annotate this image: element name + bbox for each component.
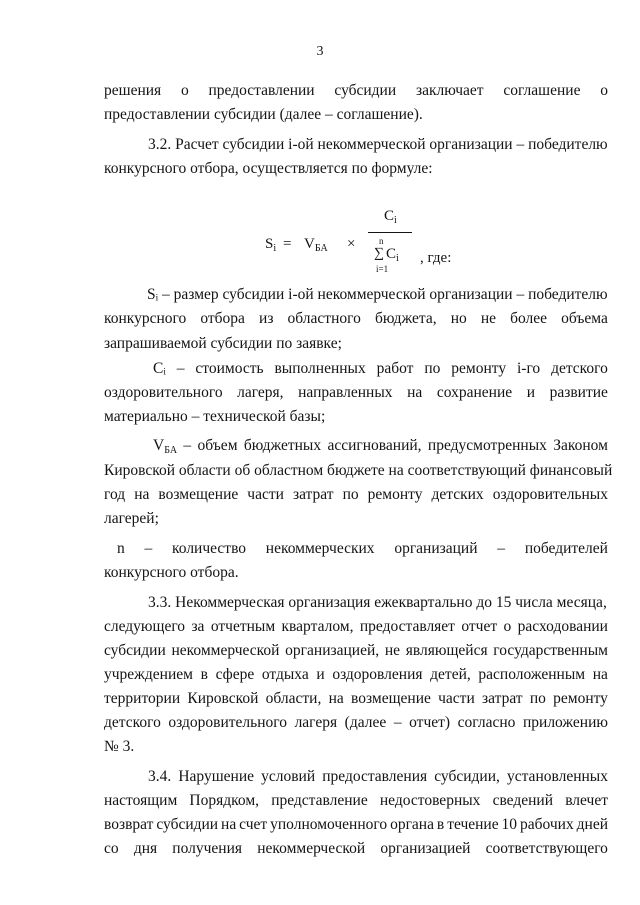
- word: более: [510, 310, 548, 327]
- word: влечет: [565, 792, 608, 809]
- word: возмещение: [351, 690, 431, 707]
- word: недостоверных: [379, 792, 481, 809]
- sum-upper-limit: n: [379, 236, 384, 246]
- word: детского: [104, 714, 161, 731]
- text-line: [148, 768, 608, 786]
- word: являющейся: [405, 642, 488, 659]
- word: стоимость: [195, 360, 264, 377]
- text-line: [104, 486, 608, 504]
- word: сфере: [215, 666, 255, 683]
- text-line: предоставлении субсидии (далее – соглашение).: [104, 106, 423, 123]
- word: согласно: [457, 714, 516, 731]
- word: на: [134, 486, 150, 503]
- text-line: материально – технической базы;: [104, 408, 326, 425]
- text-line: 3.3. Некоммерческая организация ежеквартально до 15 числа месяца,: [148, 594, 607, 611]
- text-line: [104, 618, 608, 636]
- word: настоящим: [104, 792, 178, 809]
- word: кварталом,: [281, 618, 354, 635]
- formula-equals: =: [283, 236, 292, 252]
- word: ремонту: [451, 360, 507, 377]
- text-line: конкурсного отбора.: [104, 564, 239, 581]
- text-line: [104, 310, 608, 328]
- word: субсидии: [156, 816, 219, 833]
- word: детей,: [430, 666, 471, 683]
- word: области,: [265, 690, 322, 707]
- word: затрат: [292, 486, 334, 503]
- page-number: 3: [316, 44, 324, 59]
- word: –: [183, 437, 192, 454]
- text-line: [153, 360, 608, 378]
- word: части: [247, 486, 284, 503]
- word: счет: [239, 816, 268, 833]
- word: не: [480, 310, 497, 327]
- word: получения: [172, 840, 243, 857]
- word: некоммерческой: [171, 642, 280, 659]
- sum-lower-limit: i=1: [376, 264, 389, 274]
- word: решения: [104, 82, 162, 99]
- text-line: [104, 642, 608, 660]
- word: отчет: [461, 618, 498, 635]
- text-line: [117, 540, 608, 558]
- word: предоставления: [322, 768, 428, 785]
- word: предусмотренных: [427, 437, 547, 454]
- word: организаций: [394, 540, 478, 557]
- word: в: [436, 816, 445, 833]
- word: областного: [287, 310, 361, 327]
- word: объема: [561, 310, 608, 327]
- text-line: [104, 714, 608, 732]
- word: (далее: [344, 714, 387, 731]
- word: расходовании: [517, 618, 608, 635]
- word: выполненных: [274, 360, 366, 377]
- word: оздоровительных: [492, 486, 608, 503]
- word: учреждением: [104, 666, 193, 683]
- word: о: [503, 618, 512, 635]
- formula-times: ×: [347, 236, 356, 252]
- word: приложению: [522, 714, 608, 731]
- word: Порядком,: [189, 792, 260, 809]
- word: –: [144, 540, 153, 557]
- word: n: [117, 540, 125, 557]
- word: некоммерческой: [257, 840, 366, 857]
- word: –: [497, 540, 506, 557]
- formula-lhs: $S_i$: [265, 236, 277, 254]
- word: о: [180, 82, 189, 99]
- word: субсидии: [104, 642, 166, 659]
- word: сведений: [492, 792, 554, 809]
- word: Кировской: [187, 690, 259, 707]
- word: лагеря: [294, 714, 338, 731]
- word: заключает: [415, 82, 484, 99]
- word: 10: [501, 816, 518, 833]
- word: территории: [104, 690, 181, 707]
- word: отчет): [409, 714, 451, 731]
- subscript: БА: [164, 445, 178, 456]
- text-line: [153, 437, 608, 456]
- word: направленных: [298, 384, 393, 401]
- word: дней: [576, 816, 608, 833]
- word: предоставлении: [208, 82, 315, 99]
- formula-v: $V_{БА}$: [304, 236, 328, 254]
- word: 3.4.: [148, 768, 172, 785]
- word: субсидии,: [434, 768, 500, 785]
- formula-suffix: , где:: [420, 250, 452, 266]
- word: организацией,: [285, 642, 380, 659]
- word: бюджетных: [243, 437, 322, 454]
- text-line: Sᵢ – размер субсидии i-ой некоммерческой организации – победителю: [147, 286, 608, 303]
- word: со: [104, 840, 119, 857]
- text-line: [104, 384, 608, 402]
- word: детских: [431, 486, 484, 503]
- word: субсидии: [334, 82, 397, 99]
- word: установленных: [506, 768, 608, 785]
- word: работ: [376, 360, 414, 377]
- word: лагеря,: [237, 384, 284, 401]
- word: ремонту: [553, 690, 608, 707]
- word: возмещение: [158, 486, 239, 503]
- word: не: [384, 642, 401, 659]
- word: победителей: [524, 540, 608, 557]
- word: из: [259, 310, 274, 327]
- word: расположенным: [478, 666, 586, 683]
- word: ремонту: [367, 486, 423, 503]
- word: затрат: [482, 690, 523, 707]
- word: и: [526, 384, 536, 401]
- word: на: [592, 666, 608, 683]
- word: $V_{БА}$: [153, 437, 178, 456]
- word: государственным: [493, 642, 608, 659]
- word: части: [438, 690, 475, 707]
- text-line: [104, 82, 608, 100]
- word: сохранение: [436, 384, 513, 401]
- word: отдыха: [261, 666, 309, 683]
- word: бюджета,: [374, 310, 437, 327]
- word: следующего: [104, 618, 186, 635]
- word: ассигнований,: [327, 437, 422, 454]
- word: соглашение: [503, 82, 581, 99]
- word: оздоровительного: [168, 714, 287, 731]
- word: о: [600, 82, 608, 99]
- text-line: [104, 792, 608, 810]
- word: Cᵢ: [153, 360, 166, 377]
- word: по: [424, 360, 441, 377]
- word: конкурсного: [104, 310, 187, 327]
- word: оздоровительного: [104, 384, 223, 401]
- text-line: [104, 816, 608, 834]
- word: отбора: [200, 310, 245, 327]
- word: но: [450, 310, 467, 327]
- word: на: [407, 384, 423, 401]
- word: объем: [197, 437, 238, 454]
- word: рабочих: [519, 816, 574, 833]
- word: на: [221, 816, 237, 833]
- text-line: лагерей;: [104, 510, 159, 527]
- word: по: [342, 486, 359, 503]
- sum-sign: ∑: [374, 246, 384, 261]
- word: на: [328, 690, 344, 707]
- word: отчетным: [210, 618, 276, 635]
- text-line: [104, 690, 608, 708]
- word: –: [176, 360, 185, 377]
- word: органа: [390, 816, 434, 833]
- word: предоставляет: [359, 618, 455, 635]
- text-line: № 3.: [104, 738, 135, 755]
- word: за: [191, 618, 205, 635]
- text-line: Кировской области об областном бюджете на соответствующий финансовый: [104, 462, 613, 479]
- word: –: [393, 714, 402, 731]
- word: представление: [271, 792, 368, 809]
- sum-term: $C_i$: [386, 246, 399, 264]
- word: условий: [261, 768, 316, 785]
- text-line: запрашиваемой субсидии по заявке;: [104, 335, 342, 352]
- word: i-го: [516, 360, 541, 377]
- word: детского: [551, 360, 608, 377]
- word: Нарушение: [178, 768, 254, 785]
- fraction-bar: [368, 232, 412, 233]
- word: некоммерческих: [265, 540, 375, 557]
- text-line: 3.2. Расчет субсидии i-ой некоммерческой организации – победителю: [148, 136, 608, 153]
- word: соответствующего: [485, 840, 608, 857]
- word: оздоровления: [332, 666, 423, 683]
- word: развитие: [549, 384, 608, 401]
- text-line: [104, 840, 608, 858]
- word: год: [104, 486, 126, 503]
- word: течение: [447, 816, 499, 833]
- word: по: [529, 690, 546, 707]
- text-line: [104, 666, 608, 684]
- text-line: конкурсного отбора, осуществляется по формуле:: [104, 160, 433, 177]
- word: количество: [172, 540, 247, 557]
- word: уполномоченного: [270, 816, 388, 833]
- word: и: [316, 666, 325, 683]
- formula-numerator: $C_i$: [384, 208, 397, 226]
- word: Законом: [553, 437, 608, 454]
- word: возврат: [104, 816, 154, 833]
- word: дня: [133, 840, 158, 857]
- word: организацией: [380, 840, 471, 857]
- word: в: [200, 666, 208, 683]
